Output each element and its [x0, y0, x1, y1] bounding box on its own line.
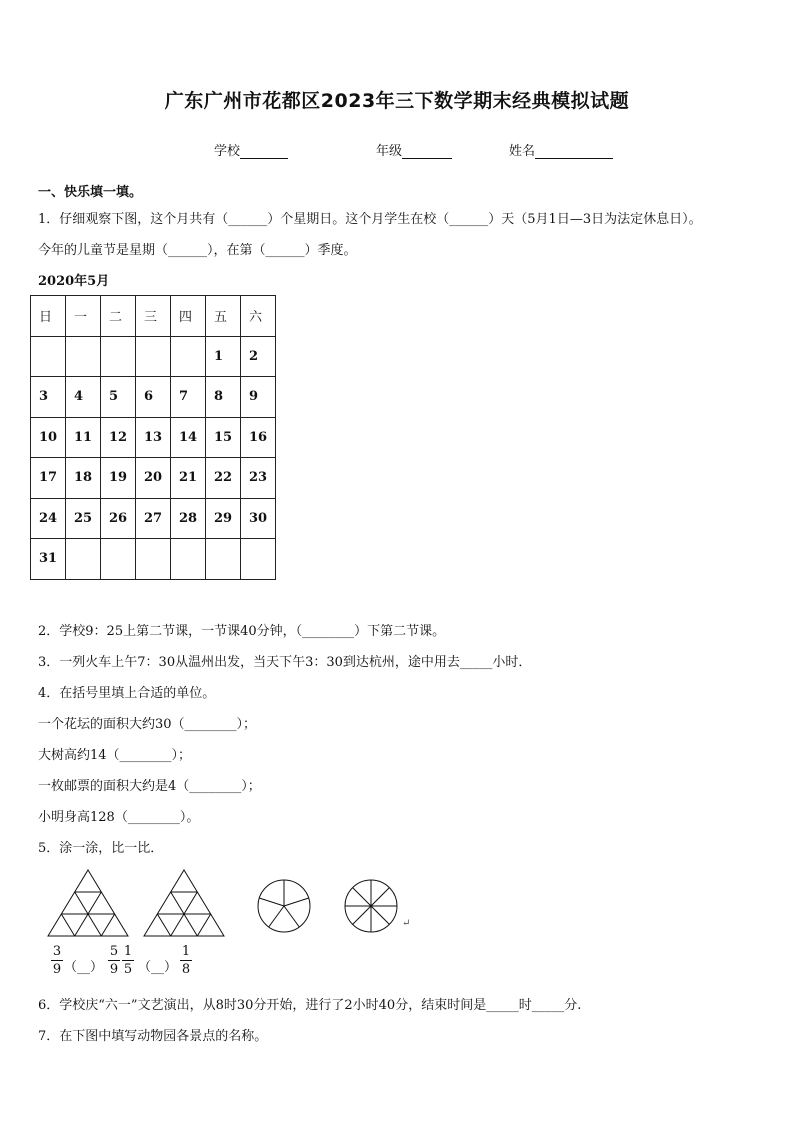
name-blank	[535, 144, 613, 159]
day-cell	[136, 539, 171, 580]
day-cell: 6	[136, 377, 171, 418]
denominator: 8	[181, 962, 191, 977]
q4-item-a: 一个花坛的面积大约30（________）；	[38, 717, 257, 732]
q5-stem: 5．涂一涂，比一比．	[38, 841, 164, 856]
day-cell	[171, 336, 206, 377]
day-cell: 4	[66, 377, 101, 418]
q2-text: 2．学校9：25上第二节课，一节课40分钟，（________）下第二节课。	[38, 624, 446, 639]
q4-item-c: 一枚邮票的面积大约是4（________）；	[38, 779, 261, 794]
name-label: 姓名	[509, 144, 536, 159]
calendar-row	[31, 458, 276, 499]
day-cell: 17	[31, 458, 66, 499]
exam-title: 广东广州市花都区2023年三下数学期末经典模拟试题	[164, 90, 630, 112]
day-cell: 12	[101, 417, 136, 458]
fraction-1-5	[122, 944, 134, 977]
day-cell: 9	[241, 377, 276, 418]
numerator: 1	[123, 944, 133, 959]
q6-text: 6．学校庆“六一”文艺演出，从8时30分开始，进行了2小时40分，结束时间是_____时_____分.	[38, 998, 582, 1013]
q4-stem: 4．在括号里填上合适的单位。	[38, 686, 216, 701]
day-cell: 19	[101, 458, 136, 499]
calendar-row	[31, 336, 276, 377]
calendar-header-row	[31, 296, 276, 337]
weekday-cell: 五	[206, 296, 241, 337]
school-field	[214, 140, 288, 159]
day-cell	[66, 539, 101, 580]
fraction-3-9	[51, 944, 63, 977]
calendar-caption: 2020年5月	[38, 274, 110, 289]
day-cell: 18	[66, 458, 101, 499]
weekday-cell: 日	[31, 296, 66, 337]
weekday-cell: 六	[241, 296, 276, 337]
day-cell: 11	[66, 417, 101, 458]
denominator: 5	[123, 962, 133, 977]
day-cell: 16	[241, 417, 276, 458]
school-blank	[240, 144, 288, 159]
denominator: 9	[52, 962, 62, 977]
q1-line1: 1．仔细观察下图，这个月共有（______）个星期日。这个月学生在校（______）天（5月1日—3日为法定休息日）。	[38, 212, 702, 227]
day-cell: 3	[31, 377, 66, 418]
weekday-cell: 四	[171, 296, 206, 337]
circle-eighths-figure	[343, 878, 399, 934]
q3-text: 3．一列火车上午7：30从温州出发，当天下午3：30到达杭州，途中用去_____小时．	[38, 655, 532, 670]
day-cell: 30	[241, 498, 276, 539]
day-cell: 7	[171, 377, 206, 418]
fraction-5-9	[108, 944, 120, 977]
day-cell: 1	[206, 336, 241, 377]
section-heading: 一、快乐填一填。	[38, 185, 143, 200]
q4-item-b: 大树高约14（________）；	[38, 748, 192, 763]
day-cell: 22	[206, 458, 241, 499]
grade-field	[376, 140, 452, 159]
day-cell: 5	[101, 377, 136, 418]
circle-fifths-figure	[256, 878, 312, 934]
day-cell: 8	[206, 377, 241, 418]
day-cell: 21	[171, 458, 206, 499]
triangle-figure-1	[46, 868, 130, 938]
day-cell: 24	[31, 498, 66, 539]
day-cell	[241, 539, 276, 580]
return-mark: ↵	[402, 918, 411, 929]
day-cell: 2	[241, 336, 276, 377]
grade-label: 年级	[376, 144, 403, 159]
day-cell: 31	[31, 539, 66, 580]
denominator: 9	[109, 962, 119, 977]
compare-blank-2: （__）	[138, 960, 178, 975]
numerator: 1	[181, 944, 191, 959]
numerator: 3	[52, 944, 62, 959]
numerator: 5	[109, 944, 119, 959]
grade-blank	[402, 144, 452, 159]
day-cell: 25	[66, 498, 101, 539]
calendar-row	[31, 539, 276, 580]
day-cell: 28	[171, 498, 206, 539]
day-cell	[101, 336, 136, 377]
day-cell: 26	[101, 498, 136, 539]
day-cell	[136, 336, 171, 377]
day-cell	[206, 539, 241, 580]
fraction-1-8	[180, 944, 192, 977]
day-cell	[101, 539, 136, 580]
day-cell: 14	[171, 417, 206, 458]
day-cell: 29	[206, 498, 241, 539]
triangle-figure-2	[142, 868, 226, 938]
day-cell: 13	[136, 417, 171, 458]
name-field	[509, 140, 613, 159]
day-cell: 15	[206, 417, 241, 458]
day-cell	[66, 336, 101, 377]
q7-text: 7．在下图中填写动物园各景点的名称。	[38, 1029, 268, 1044]
school-label: 学校	[214, 144, 241, 159]
compare-blank-1: （__）	[64, 960, 104, 975]
weekday-cell: 二	[101, 296, 136, 337]
calendar-table	[30, 295, 276, 580]
day-cell	[171, 539, 206, 580]
calendar-row	[31, 377, 276, 418]
day-cell: 20	[136, 458, 171, 499]
day-cell	[31, 336, 66, 377]
day-cell: 23	[241, 458, 276, 499]
weekday-cell: 三	[136, 296, 171, 337]
q1-line2: 今年的儿童节是星期（______），在第（______）季度。	[38, 243, 357, 258]
day-cell: 27	[136, 498, 171, 539]
q4-item-d: 小明身高128（________）。	[38, 810, 200, 825]
calendar-row	[31, 498, 276, 539]
calendar-row	[31, 417, 276, 458]
weekday-cell: 一	[66, 296, 101, 337]
day-cell: 10	[31, 417, 66, 458]
